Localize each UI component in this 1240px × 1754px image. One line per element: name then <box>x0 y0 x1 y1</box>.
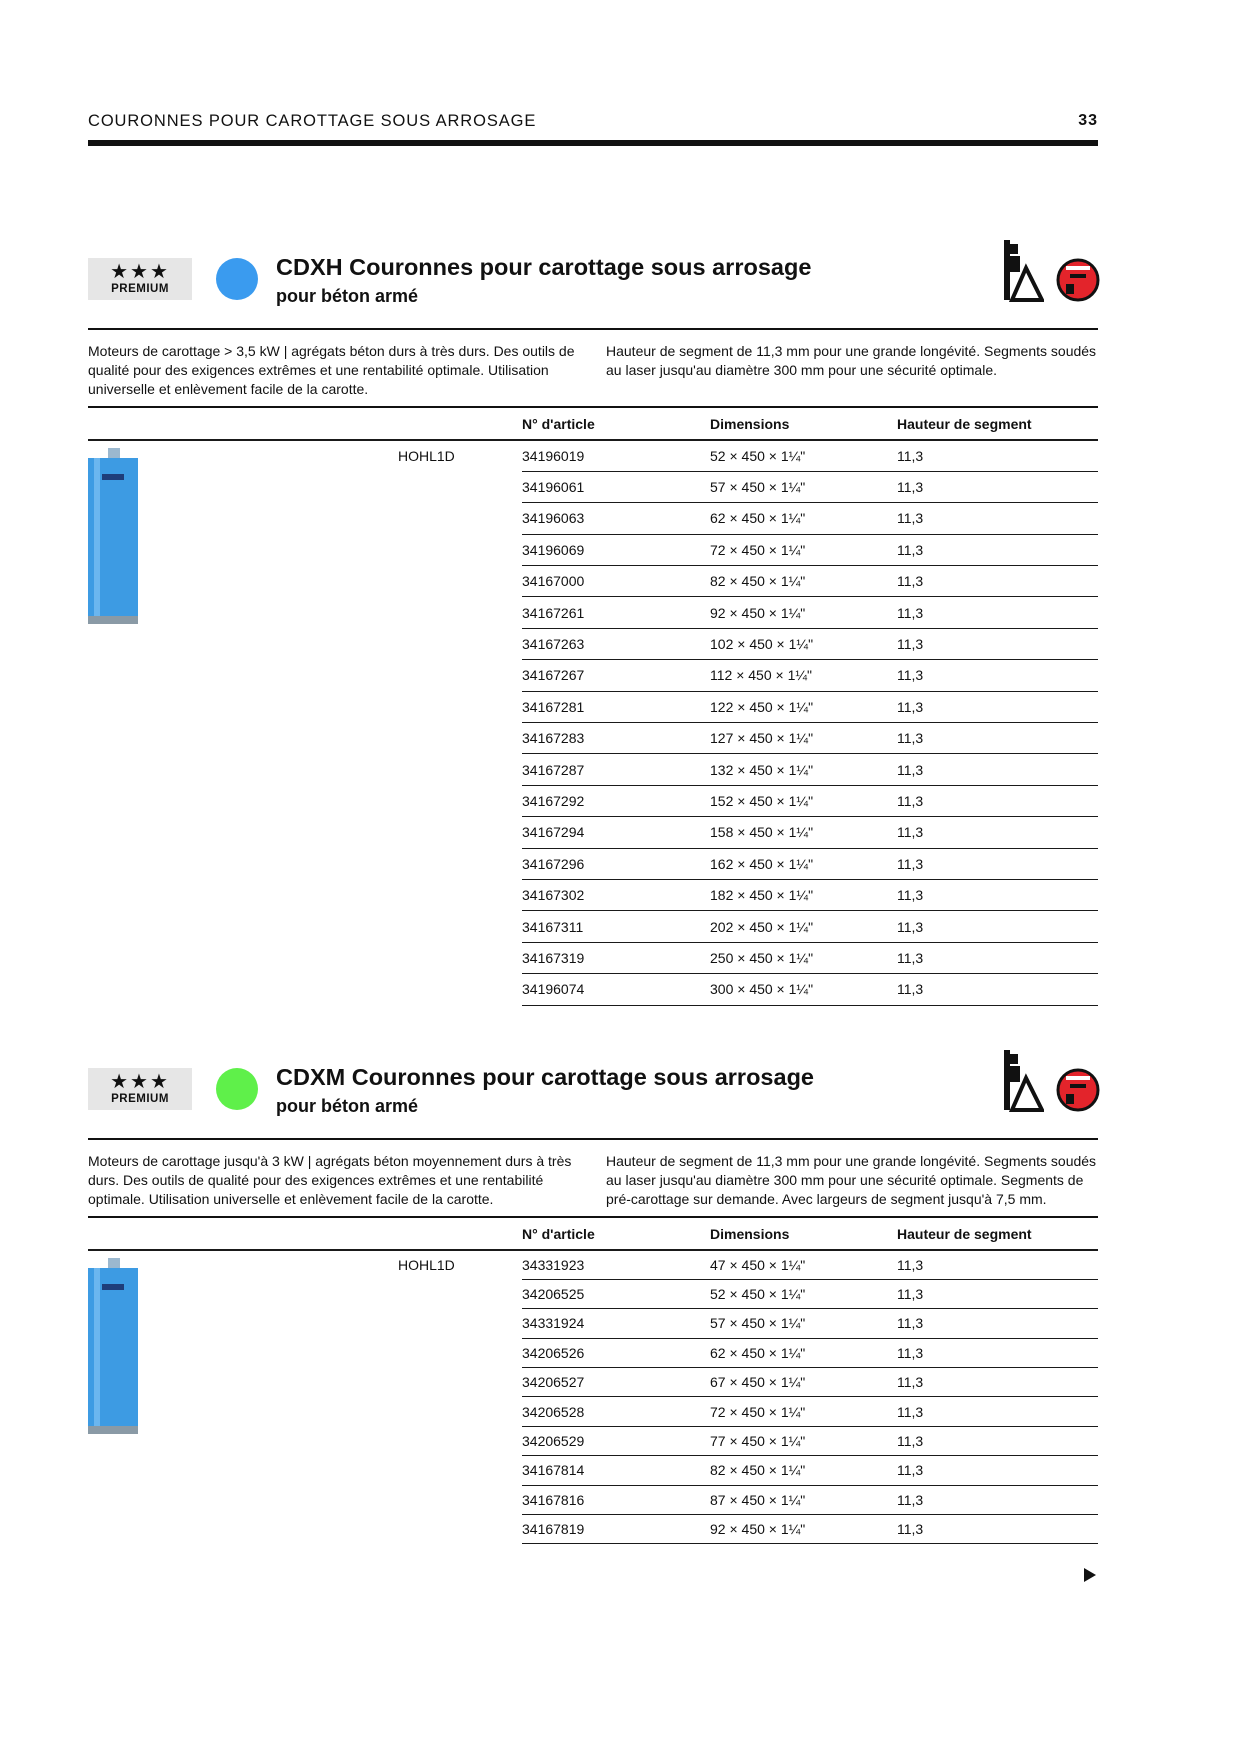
segment-height-cell: 11,3 <box>897 817 1098 848</box>
type-cell <box>398 911 522 942</box>
reinforced-concrete-icon <box>1056 1068 1100 1112</box>
article-number-cell: 34167819 <box>522 1515 710 1544</box>
dimensions-cell: 152 × 450 × 1¼" <box>710 785 897 816</box>
dimensions-cell: 112 × 450 × 1¼" <box>710 660 897 691</box>
article-number-cell: 34206529 <box>522 1426 710 1455</box>
table-row <box>88 597 1098 628</box>
star-rating: ★★★ <box>110 1071 170 1093</box>
dimensions-cell: 182 × 450 × 1¼" <box>710 879 897 910</box>
column-header-segment-height: Hauteur de segment <box>897 1218 1098 1250</box>
article-number-cell: 34167292 <box>522 785 710 816</box>
type-cell <box>398 817 522 848</box>
table-row <box>88 1485 1098 1514</box>
type-cell <box>398 1279 522 1308</box>
type-cell <box>398 1338 522 1367</box>
type-cell <box>398 974 522 1005</box>
section-title: CDXH Couronnes pour carottage sous arrosage <box>276 254 812 280</box>
table-row <box>88 754 1098 785</box>
column-header-dimensions: Dimensions <box>710 1218 897 1250</box>
table-row <box>88 1368 1098 1397</box>
image-cell <box>88 1515 398 1544</box>
color-code-dot <box>216 258 258 300</box>
article-number-cell: 34167283 <box>522 723 710 754</box>
type-cell <box>398 723 522 754</box>
segment-height-cell: 11,3 <box>897 1456 1098 1485</box>
description-left: Moteurs de carottage > 3,5 kW | agrégats béton durs à très durs. Des outils de qualité pour des exigences extrêmes et une rentabilité optimale. Utilisation universelle et enlèvement facile de la carotte. <box>88 343 575 397</box>
type-cell <box>398 503 522 534</box>
image-cell <box>88 754 398 785</box>
image-cell <box>88 1250 398 1279</box>
segment-height-cell: 11,3 <box>897 1515 1098 1544</box>
dimensions-cell: 52 × 450 × 1¼" <box>710 440 897 471</box>
image-cell <box>88 1456 398 1485</box>
article-table <box>88 408 1098 1006</box>
article-number-cell: 34331924 <box>522 1309 710 1338</box>
image-cell <box>88 440 398 471</box>
article-number-cell: 34206527 <box>522 1368 710 1397</box>
segment-height-cell: 11,3 <box>897 691 1098 722</box>
article-number-cell: 34206526 <box>522 1338 710 1367</box>
type-cell <box>398 597 522 628</box>
segment-height-cell: 11,3 <box>897 785 1098 816</box>
dimensions-cell: 122 × 450 × 1¼" <box>710 691 897 722</box>
section-rule <box>88 1138 1098 1140</box>
article-number-cell: 34196061 <box>522 471 710 502</box>
segment-height-cell: 11,3 <box>897 503 1098 534</box>
article-number-cell: 34196069 <box>522 534 710 565</box>
section-title: CDXM Couronnes pour carottage sous arrosage <box>276 1064 814 1090</box>
segment-height-cell: 11,3 <box>897 628 1098 659</box>
page-header <box>88 112 1098 152</box>
dimensions-cell: 62 × 450 × 1¼" <box>710 503 897 534</box>
type-cell <box>398 942 522 973</box>
dimensions-cell: 300 × 450 × 1¼" <box>710 974 897 1005</box>
table-row <box>88 1456 1098 1485</box>
article-number-cell: 34196074 <box>522 974 710 1005</box>
dimensions-cell: 132 × 450 × 1¼" <box>710 754 897 785</box>
segment-height-cell: 11,3 <box>897 1426 1098 1455</box>
segment-height-cell: 11,3 <box>897 471 1098 502</box>
star-rating: ★★★ <box>110 261 170 283</box>
column-header-type <box>398 1218 522 1250</box>
type-cell <box>398 628 522 659</box>
article-number-cell: 34167267 <box>522 660 710 691</box>
type-cell <box>398 879 522 910</box>
segment-height-cell: 11,3 <box>897 1368 1098 1397</box>
type-cell <box>398 1309 522 1338</box>
segment-height-cell: 11,3 <box>897 879 1098 910</box>
type-cell <box>398 471 522 502</box>
description-right: Hauteur de segment de 11,3 mm pour une grande longévité. Segments soudés au laser jusqu'au diamètre 300 mm pour une sécurité optimale. Segments de pré-carottage sur demande. Avec largeurs de segment jusqu'à 7,5 mm. <box>606 1153 1097 1207</box>
dimensions-cell: 62 × 450 × 1¼" <box>710 1338 897 1367</box>
table-row <box>88 723 1098 754</box>
type-cell <box>398 691 522 722</box>
page-number: 33 <box>1078 112 1098 129</box>
table-row <box>88 1279 1098 1308</box>
table-row <box>88 817 1098 848</box>
running-title: COURONNES POUR CAROTTAGE SOUS ARROSAGE <box>88 112 537 130</box>
type-cell: HOHL1D <box>398 1257 455 1274</box>
article-number-cell: 34167311 <box>522 911 710 942</box>
segment-height-cell: 11,3 <box>897 911 1098 942</box>
type-cell <box>398 566 522 597</box>
table-row <box>88 1309 1098 1338</box>
table-row <box>88 942 1098 973</box>
type-cell <box>398 785 522 816</box>
image-cell <box>88 1309 398 1338</box>
segment-height-cell: 11,3 <box>897 974 1098 1005</box>
column-header-dimensions: Dimensions <box>710 408 897 440</box>
image-cell <box>88 1338 398 1367</box>
dimensions-cell: 57 × 450 × 1¼" <box>710 471 897 502</box>
dimensions-cell: 202 × 450 × 1¼" <box>710 911 897 942</box>
column-header-blank <box>88 1218 398 1250</box>
type-cell <box>398 848 522 879</box>
table-row <box>88 440 1098 471</box>
image-cell <box>88 1485 398 1514</box>
segment-height-cell: 11,3 <box>897 1485 1098 1514</box>
segment-height-cell: 11,3 <box>897 534 1098 565</box>
image-cell <box>88 911 398 942</box>
dimensions-cell: 102 × 450 × 1¼" <box>710 628 897 659</box>
article-table <box>88 1218 1098 1544</box>
segment-height-cell: 11,3 <box>897 597 1098 628</box>
article-number-cell: 34167296 <box>522 848 710 879</box>
image-cell <box>88 660 398 691</box>
image-cell <box>88 785 398 816</box>
table-row <box>88 1338 1098 1367</box>
dimensions-cell: 92 × 450 × 1¼" <box>710 1515 897 1544</box>
article-number-cell: 34196063 <box>522 503 710 534</box>
table-row <box>88 691 1098 722</box>
image-cell <box>88 723 398 754</box>
segment-height-cell: 11,3 <box>897 754 1098 785</box>
type-cell <box>398 1515 522 1544</box>
segment-height-cell: 11,3 <box>897 1309 1098 1338</box>
table-row <box>88 785 1098 816</box>
article-number-cell: 34167294 <box>522 817 710 848</box>
table-row <box>88 879 1098 910</box>
reinforced-concrete-icon <box>1056 258 1100 302</box>
type-cell <box>398 534 522 565</box>
table-row <box>88 503 1098 534</box>
segment-height-cell: 11,3 <box>897 848 1098 879</box>
drill-stand-icon <box>1000 238 1044 302</box>
table-row <box>88 628 1098 659</box>
segment-height-cell: 11,3 <box>897 440 1098 471</box>
badge-label: PREMIUM <box>111 1093 169 1105</box>
dimensions-cell: 57 × 450 × 1¼" <box>710 1309 897 1338</box>
article-number-cell: 34331923 <box>522 1250 710 1279</box>
dimensions-cell: 127 × 450 × 1¼" <box>710 723 897 754</box>
table-row <box>88 1250 1098 1279</box>
dimensions-cell: 82 × 450 × 1¼" <box>710 566 897 597</box>
section-subtitle: pour béton armé <box>276 286 419 306</box>
article-number-cell: 34167287 <box>522 754 710 785</box>
image-cell <box>88 879 398 910</box>
dimensions-cell: 47 × 450 × 1¼" <box>710 1250 897 1279</box>
image-cell <box>88 1279 398 1308</box>
article-number-cell: 34206528 <box>522 1397 710 1426</box>
column-header-segment-height: Hauteur de segment <box>897 408 1098 440</box>
table-row <box>88 534 1098 565</box>
premium-badge <box>88 258 192 300</box>
article-number-cell: 34167263 <box>522 628 710 659</box>
image-cell <box>88 1397 398 1426</box>
description-left: Moteurs de carottage jusqu'à 3 kW | agrégats béton moyennement durs à très durs. Des outils de qualité pour des exigences extrêmes et une rentabilité optimale. Utilisation universelle et enlèvement facile de la carotte. <box>88 1153 572 1207</box>
table-row <box>88 974 1098 1005</box>
segment-height-cell: 11,3 <box>897 1279 1098 1308</box>
table-row <box>88 1397 1098 1426</box>
image-cell <box>88 942 398 973</box>
badge-label: PREMIUM <box>111 283 169 295</box>
dimensions-cell: 77 × 450 × 1¼" <box>710 1426 897 1455</box>
image-cell <box>88 691 398 722</box>
dimensions-cell: 67 × 450 × 1¼" <box>710 1368 897 1397</box>
section-rule <box>88 328 1098 330</box>
article-number-cell: 34167814 <box>522 1456 710 1485</box>
segment-height-cell: 11,3 <box>897 723 1098 754</box>
article-number-cell: 34167319 <box>522 942 710 973</box>
table-row <box>88 848 1098 879</box>
image-cell <box>88 503 398 534</box>
dimensions-cell: 72 × 450 × 1¼" <box>710 534 897 565</box>
type-cell <box>398 1397 522 1426</box>
article-number-cell: 34167261 <box>522 597 710 628</box>
column-header-type <box>398 408 522 440</box>
dimensions-cell: 158 × 450 × 1¼" <box>710 817 897 848</box>
dimensions-cell: 162 × 450 × 1¼" <box>710 848 897 879</box>
table-row <box>88 1426 1098 1455</box>
image-cell <box>88 974 398 1005</box>
type-cell <box>398 1485 522 1514</box>
image-cell <box>88 566 398 597</box>
dimensions-cell: 92 × 450 × 1¼" <box>710 597 897 628</box>
image-cell <box>88 1368 398 1397</box>
image-cell <box>88 848 398 879</box>
section-subtitle: pour béton armé <box>276 1096 419 1116</box>
image-cell <box>88 534 398 565</box>
image-cell <box>88 471 398 502</box>
table-row <box>88 911 1098 942</box>
type-cell <box>398 660 522 691</box>
header-rule <box>88 140 1098 146</box>
drill-stand-icon <box>1000 1048 1044 1112</box>
type-cell <box>398 1426 522 1455</box>
table-row <box>88 566 1098 597</box>
type-cell <box>398 1368 522 1397</box>
image-cell <box>88 1426 398 1455</box>
article-number-cell: 34196019 <box>522 440 710 471</box>
image-cell <box>88 817 398 848</box>
type-cell <box>398 1456 522 1485</box>
segment-height-cell: 11,3 <box>897 1338 1098 1367</box>
article-number-cell: 34206525 <box>522 1279 710 1308</box>
segment-height-cell: 11,3 <box>897 1397 1098 1426</box>
table-row <box>88 660 1098 691</box>
image-cell <box>88 597 398 628</box>
dimensions-cell: 87 × 450 × 1¼" <box>710 1485 897 1514</box>
column-header-article: N° d'article <box>522 1218 710 1250</box>
type-cell: HOHL1D <box>398 448 455 465</box>
type-cell <box>398 754 522 785</box>
dimensions-cell: 72 × 450 × 1¼" <box>710 1397 897 1426</box>
segment-height-cell: 11,3 <box>897 660 1098 691</box>
column-header-blank <box>88 408 398 440</box>
image-cell <box>88 628 398 659</box>
dimensions-cell: 82 × 450 × 1¼" <box>710 1456 897 1485</box>
table-row <box>88 1515 1098 1544</box>
dimensions-cell: 250 × 450 × 1¼" <box>710 942 897 973</box>
article-number-cell: 34167000 <box>522 566 710 597</box>
table-row <box>88 471 1098 502</box>
description-right: Hauteur de segment de 11,3 mm pour une grande longévité. Segments soudés au laser jusqu'au diamètre 300 mm pour une sécurité optimale. <box>606 343 1097 378</box>
next-page-arrow-icon[interactable] <box>1084 1568 1096 1582</box>
segment-height-cell: 11,3 <box>897 1250 1098 1279</box>
color-code-dot <box>216 1068 258 1110</box>
premium-badge <box>88 1068 192 1110</box>
dimensions-cell: 52 × 450 × 1¼" <box>710 1279 897 1308</box>
column-header-article: N° d'article <box>522 408 710 440</box>
article-number-cell: 34167302 <box>522 879 710 910</box>
article-number-cell: 34167281 <box>522 691 710 722</box>
segment-height-cell: 11,3 <box>897 942 1098 973</box>
segment-height-cell: 11,3 <box>897 566 1098 597</box>
article-number-cell: 34167816 <box>522 1485 710 1514</box>
